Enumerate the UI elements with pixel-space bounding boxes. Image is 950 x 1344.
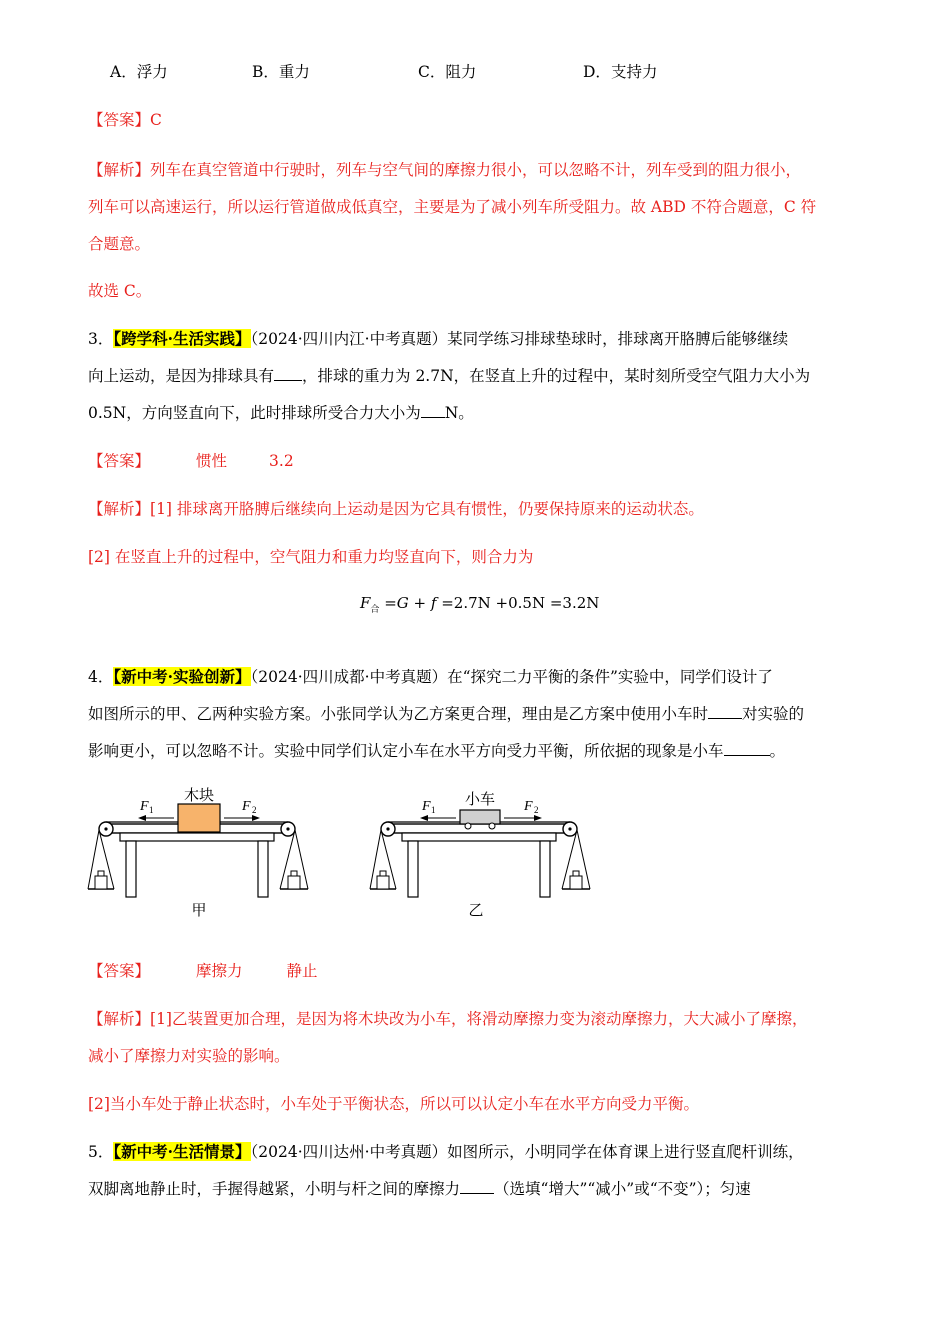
q4-stem-line-2: 如图所示的甲、乙两种实验方案。小张同学认为乙方案更合理，理由是乙方案中使用小车时 对实验的 (88, 702, 804, 726)
q3-stem-line-3: 0.5N，方向竖直向下，此时排球所受合力大小为 N。 (88, 401, 474, 425)
f2-sub: 2 (534, 805, 539, 815)
experiment-figure (86, 782, 606, 922)
f1-label: F (140, 799, 149, 814)
q3-analysis-1: 【解析】[1] 排球离开胳膊后继续向上运动是因为它具有惯性，仍要保持原来的运动状态。 (88, 500, 704, 518)
cart-body (460, 810, 500, 824)
f2-sub: 2 (252, 805, 257, 815)
block-label: 木块 (183, 788, 215, 804)
weight (570, 876, 582, 889)
table-top (386, 824, 572, 833)
q4-tag: 【新中考·实验创新】 (113, 667, 251, 686)
arrow-head (534, 815, 542, 821)
blank (460, 1177, 494, 1194)
option-c: C．阻力 (418, 63, 477, 81)
weight (95, 876, 107, 889)
net-force-formula: $F_合 =G + f =2.7N +0.5N =3.2N$ (360, 594, 600, 615)
q3-analysis-2: [2] 在竖直上升的过程中，空气阻力和重力均竖直向下，则合力为 (88, 548, 534, 566)
q5-stem-line-1: 5．【新中考·生活情景】（2024·四川达州·中考真题）如图所示，小明同学在体育课上进行竖直爬杆训练， (88, 1142, 804, 1161)
f1-sub: 1 (149, 805, 154, 815)
weight-knob (98, 871, 104, 876)
weight-knob (380, 871, 386, 876)
q3-stem-line-1: 3．【跨学科·生活实践】（2024·四川内江·中考真题）某同学练习排球垫球时，排球离开胳膊后能够继续 (88, 329, 789, 348)
arrow-head (252, 815, 260, 821)
q3-stem-line-2: 向上运动，是因为排球具有 ，排球的重力为 2.7N，在竖直上升的过程中，某时刻所受空气阻力大小为 (88, 364, 810, 388)
f1-label: F (422, 799, 431, 814)
table-leg (540, 841, 550, 897)
table-leg (258, 841, 268, 897)
pulley-axle (104, 827, 107, 830)
table-leg (408, 841, 418, 897)
cart-label: 小车 (464, 792, 496, 808)
weight (377, 876, 389, 889)
q4-answer: 【答案】 摩擦力 静止 (88, 962, 318, 980)
weight-knob (573, 871, 579, 876)
q5-tag: 【新中考·生活情景】 (113, 1142, 251, 1161)
table-apron (402, 833, 556, 841)
caption-yi: 乙 (468, 903, 484, 919)
pulley-axle (568, 827, 571, 830)
pulley-axle (386, 827, 389, 830)
table-apron (120, 833, 274, 841)
weight-knob (291, 871, 297, 876)
blank (421, 401, 445, 418)
f2-label: F (242, 799, 251, 814)
cart-wheel (465, 823, 471, 829)
q2-analysis-line-1: 【解析】列车在真空管道中行驶时，列车与空气间的摩擦力很小，可以忽略不计，列车受到的阻力很小， (88, 161, 802, 179)
cart-wheel (489, 823, 495, 829)
q2-analysis-line-3: 合题意。 (88, 235, 151, 253)
q2-analysis-line-2: 列车可以高速运行，所以运行管道做成低真空，主要是为了减小列车所受阻力。故 ABD 不符合题意，C 符 (88, 198, 817, 216)
apparatus-jia (88, 787, 308, 919)
q2-answer: 【答案】C (88, 111, 162, 129)
caption-jia: 甲 (191, 903, 207, 919)
option-d: D．支持力 (583, 63, 658, 81)
blank (724, 739, 770, 756)
q3-answer: 【答案】 惯性 3.2 (88, 452, 294, 470)
apparatus-yi (370, 791, 590, 919)
blank (708, 702, 742, 719)
table-leg (126, 841, 136, 897)
arrow-head (138, 815, 146, 821)
q4-stem-line-3: 影响更小，可以忽略不计。实验中同学们认定小车在水平方向受力平衡，所依据的现象是小车 。 (88, 739, 785, 763)
weight (288, 876, 300, 889)
f2-label: F (524, 799, 533, 814)
arrow-head (420, 815, 428, 821)
wood-block (178, 804, 220, 832)
f1-sub: 1 (431, 805, 436, 815)
q4-analysis-1b: 减小了摩擦力对实验的影响。 (88, 1047, 290, 1065)
q4-analysis-1a: 【解析】[1]乙装置更加合理，是因为将木块改为小车，将滑动摩擦力变为滚动摩擦力，大大减小了摩擦， (88, 1010, 808, 1028)
option-b: B．重力 (252, 63, 310, 81)
q2-conclusion: 故选 C。 (88, 282, 152, 300)
pulley-axle (286, 827, 289, 830)
q5-stem-line-2: 双脚离地静止时，手握得越紧，小明与杆之间的摩擦力 （选填“增大”“减小”或“不变”）；匀速 (88, 1177, 751, 1201)
option-a: A．浮力 (110, 63, 168, 81)
q4-analysis-2: [2]当小车处于静止状态时，小车处于平衡状态，所以可以认定小车在水平方向受力平衡。 (88, 1095, 699, 1113)
blank (274, 364, 302, 381)
q3-tag: 【跨学科·生活实践】 (113, 329, 251, 348)
q4-stem-line-1: 4．【新中考·实验创新】（2024·四川成都·中考真题）在“探究二力平衡的条件”实验中，同学们设计了 (88, 667, 773, 686)
